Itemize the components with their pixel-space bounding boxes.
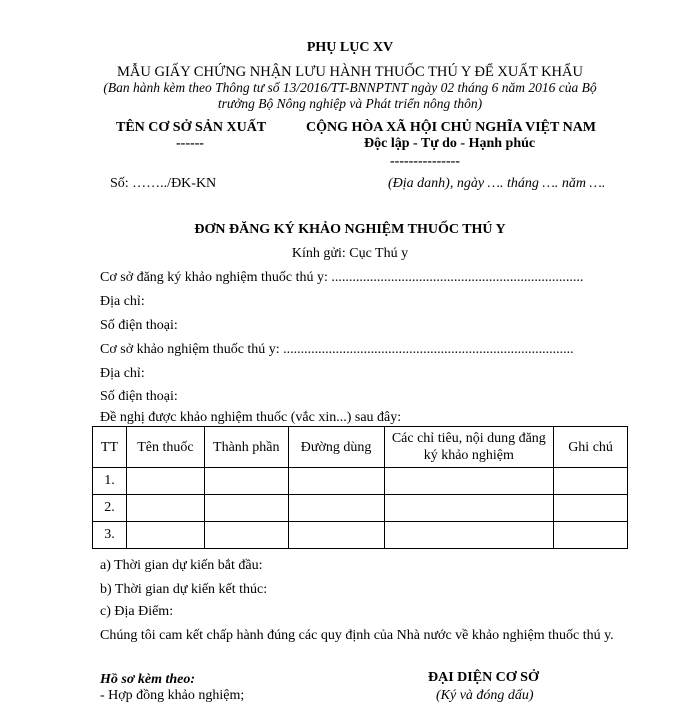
application-title: ĐƠN ĐĂNG KÝ KHẢO NGHIỆM THUỐC THÚ Y xyxy=(194,222,506,237)
col-header-route: Đường dùng xyxy=(288,427,384,468)
attachments-label: Hồ sơ kèm theo: xyxy=(100,672,196,687)
registrant-address-field: Địa chỉ: xyxy=(100,294,145,309)
table-cell xyxy=(288,468,384,495)
organization-divider: ------ xyxy=(176,136,204,151)
table-cell xyxy=(384,522,554,549)
table-cell xyxy=(126,468,204,495)
table-header-row xyxy=(93,427,628,468)
issued-note-line1: (Ban hành kèm theo Thông tư số 13/2016/TT-BNNPTNT ngày 02 tháng 6 năm 2016 của Bộ xyxy=(103,80,597,95)
table-cell xyxy=(126,495,204,522)
table-cell xyxy=(204,495,288,522)
row-index: 1. xyxy=(93,468,127,495)
table-cell xyxy=(384,495,554,522)
recipient-line: Kính gửi: Cục Thú y xyxy=(291,246,409,261)
motto-divider: --------------- xyxy=(390,154,460,169)
start-time-field: a) Thời gian dự kiến bắt đầu: xyxy=(100,558,263,573)
table-cell xyxy=(126,522,204,549)
col-header-name: Tên thuốc xyxy=(126,427,204,468)
table-row xyxy=(93,522,628,549)
organization-name: TÊN CƠ SỞ SẢN XUẤT xyxy=(116,120,267,135)
national-motto: Độc lập - Tự do - Hạnh phúc xyxy=(364,136,536,151)
document-number: Số: ……../ĐK-KN xyxy=(110,176,217,191)
table-cell xyxy=(288,522,384,549)
commitment-statement: Chúng tôi cam kết chấp hành đúng các quy định của Nhà nước về khảo nghiệm thuốc thú y. xyxy=(100,628,614,643)
issued-note-line2: trưởng Bộ Nông nghiệp và Phát triển nông thôn) xyxy=(217,96,483,111)
col-header-tt: TT xyxy=(93,427,127,468)
national-title: CỘNG HÒA XÃ HỘI CHỦ NGHĨA VIỆT NAM xyxy=(306,120,597,135)
table-cell xyxy=(384,468,554,495)
testing-phone-field: Số điện thoại: xyxy=(100,389,178,404)
row-index: 3. xyxy=(93,522,127,549)
appendix-heading: PHỤ LỤC XV xyxy=(306,40,394,55)
request-line: Đề nghị được khảo nghiệm thuốc (vắc xin...) sau đây: xyxy=(100,410,402,425)
table-cell xyxy=(204,468,288,495)
table-cell xyxy=(554,522,628,549)
location-field: c) Địa Điểm: xyxy=(100,604,174,619)
table-cell xyxy=(288,495,384,522)
place-date: (Địa danh), ngày …. tháng …. năm …. xyxy=(388,176,606,191)
testing-address-field: Địa chỉ: xyxy=(100,366,145,381)
table-row xyxy=(93,468,628,495)
col-header-note: Ghi chú xyxy=(554,427,628,468)
row-index: 2. xyxy=(93,495,127,522)
signature-note: (Ký và đóng dấu) xyxy=(436,688,534,703)
col-header-criteria: Các chỉ tiêu, nội dung đăng ký khảo nghiệm xyxy=(384,427,554,468)
table-cell xyxy=(204,522,288,549)
form-title: MẪU GIẤY CHỨNG NHẬN LƯU HÀNH THUỐC THÚ Y ĐỂ XUẤT KHẨU xyxy=(117,64,583,80)
table-cell xyxy=(554,468,628,495)
registrant-phone-field: Số điện thoại: xyxy=(100,318,178,333)
representative-title: ĐẠI DIỆN CƠ SỞ xyxy=(428,670,539,685)
end-time-field: b) Thời gian dự kiến kết thúc: xyxy=(100,582,268,597)
table-cell xyxy=(554,495,628,522)
attachment-item: - Hợp đồng khảo nghiệm; xyxy=(100,688,245,703)
testing-facility-field: Cơ sở khảo nghiệm thuốc thú y: ................................................................................... xyxy=(100,342,574,357)
registrant-field: Cơ sở đăng ký khảo nghiệm thuốc thú y: ........................................................................ xyxy=(100,270,584,285)
col-header-composition: Thành phần xyxy=(204,427,288,468)
table-row xyxy=(93,495,628,522)
product-table xyxy=(92,426,628,549)
